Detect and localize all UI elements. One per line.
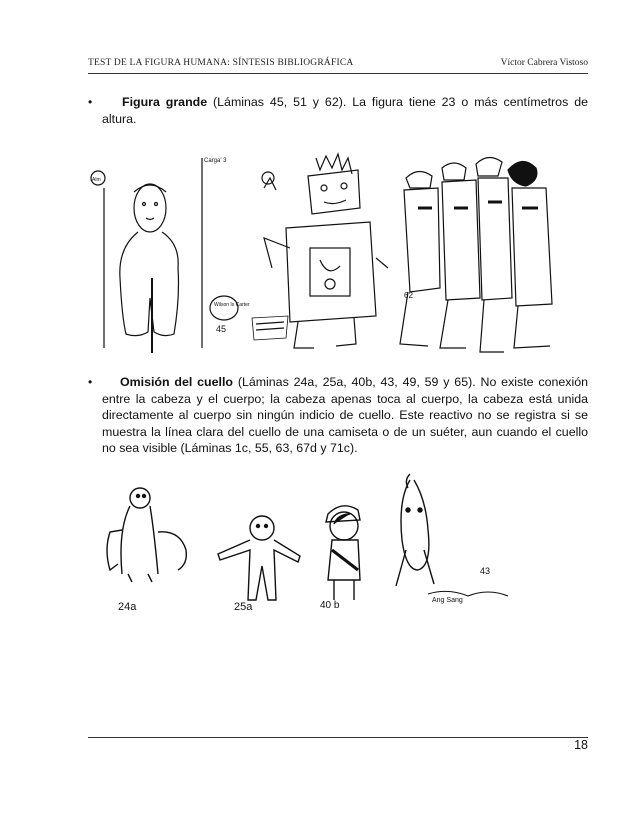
plate-43-label: 43	[480, 566, 491, 576]
name-label: Wilson Is Carter	[214, 302, 250, 308]
term-figura-grande: Figura grande	[122, 95, 208, 109]
header-title: TEST DE LA FIGURA HUMANA: SÍNTESIS BIBLIOGRÁFICA	[88, 58, 354, 68]
drawing-plate-43	[396, 474, 508, 604]
header-rule	[88, 73, 588, 74]
list-item-figura-grande	[88, 94, 588, 127]
term-omision-cuello: Omisión del cuello	[120, 375, 233, 389]
footer-rule	[88, 737, 588, 738]
plate-45-label: 45	[216, 324, 227, 334]
list-item-omision-cuello	[88, 374, 588, 457]
signature-label: Ang Sang	[432, 597, 463, 604]
list-item-text	[102, 374, 588, 457]
drawing-plate-24a	[107, 488, 186, 613]
list-item-text	[102, 94, 588, 127]
bullet-icon: •	[88, 95, 93, 109]
running-header	[88, 58, 588, 72]
drawing-figure-grande-plates	[88, 148, 588, 358]
plate-25a-label: 25a	[234, 601, 253, 613]
page-number: 18	[574, 738, 588, 752]
plate-40b-label: 40 b	[320, 600, 340, 611]
plate-62-label: 62	[404, 291, 413, 300]
plate-24a-label: 24a	[118, 601, 137, 613]
drawing-plate-25a	[218, 516, 300, 613]
drawing-plate-40b	[320, 506, 360, 611]
bullet-icon: •	[88, 375, 93, 389]
drawing-plate-51	[252, 154, 388, 348]
drawing-omision-cuello-plates	[88, 470, 538, 620]
sign-label: Alm	[92, 177, 101, 183]
definition-omision-cuello: (Láminas 24a, 25a, 40b, 43, 49, 59 y 65). No existe conexión entre la cabeza y el cuerpo; la cabeza apenas toca al cuerpo, la cabeza está unida directamente al cuerpo sin ningún indicio de cuello. Este reactivo no se registra si se muestra la línea clara del cuello de una camiseta o de un suéter, aun cuando el cuello no sea visible (Láminas 1c, 55, 63, 67d y 71c).	[102, 375, 588, 455]
drawing-plate-45	[91, 158, 250, 353]
drawing-plate-62	[400, 157, 552, 352]
header-author: Víctor Cabrera Vistoso	[500, 58, 588, 68]
corner-label: Carga' 3	[204, 158, 227, 164]
definition-figura-grande: (Láminas 45, 51 y 62). La figura tiene 23 o más centímetros de altura.	[102, 95, 588, 126]
